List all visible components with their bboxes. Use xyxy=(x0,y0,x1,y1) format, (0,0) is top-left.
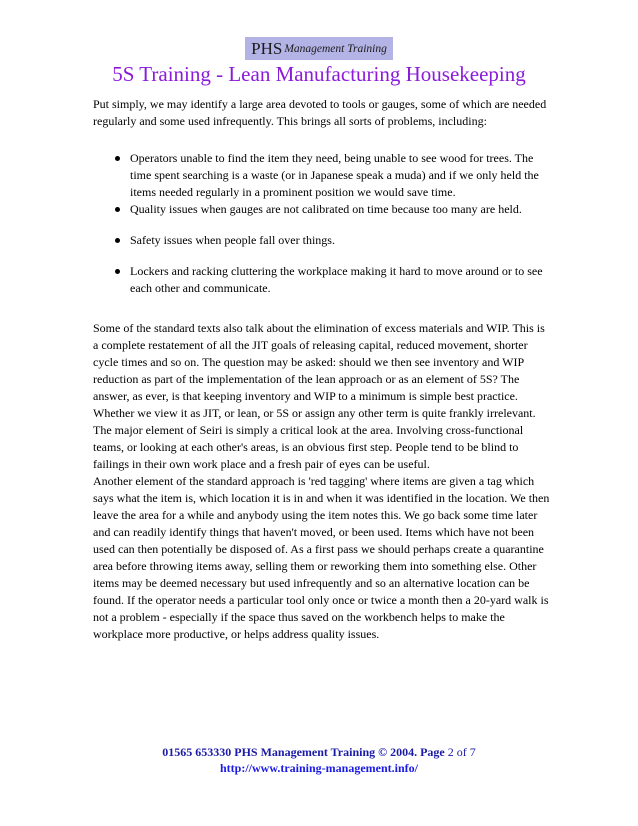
footer-url-link[interactable]: http://www.training-management.info/ xyxy=(220,761,418,775)
logo-script-text: Management Training xyxy=(284,42,387,55)
logo-main-text: PHS xyxy=(251,38,283,58)
problems-list xyxy=(93,150,553,297)
page-title: 5S Training - Lean Manufacturing Housekeeping xyxy=(112,62,526,86)
list-item xyxy=(93,232,553,249)
list-item-text: Lockers and racking cluttering the workplace making it hard to move around or to see each other and communicate. xyxy=(130,264,543,295)
footer-contact xyxy=(0,744,638,760)
seiri-text: The major element of Seiri is simply a critical look at the area. Involving cross-functional teams, or looking at each other's areas, is an obvious first step. People tend to be blind to failings in their own work place and a fresh pair of eyes can be useful. xyxy=(93,423,524,471)
list-item-text: Quality issues when gauges are not calibrated on time because too many are held. xyxy=(130,202,522,216)
intro-paragraph: Put simply, we may identify a large area devoted to tools or gauges, some of which are needed regularly and some used infrequently. This brings all sorts of problems, including: xyxy=(93,97,547,128)
bullet-icon xyxy=(115,269,120,274)
list-item xyxy=(93,201,553,218)
inventory-text: Some of the standard texts also talk about the elimination of excess materials and WIP. This is a complete restatement of all the JIT goals of releasing capital, reduced movement, shorter cycle times and so on. The question may be asked: should we then see inventory and WIP reduction as part of the implementation of the lean approach or as an element of 5S? The answer, as ever, is that keeping inventory and WIP to a minimum is simple best practice. Whether we view it as JIT, or lean, or 5S or assign any other term is quite frankly irrelevant. xyxy=(93,321,545,420)
bullet-icon xyxy=(115,156,120,161)
list-item-text: Safety issues when people fall over things. xyxy=(130,233,335,247)
page-total: of 7 xyxy=(456,745,476,759)
footer-text: 01565 653330 PHS Management Training © 2004. Page xyxy=(162,745,445,759)
red-tagging-paragraph: Another element of the standard approach is 'red tagging' where items are given a tag which says what the item is, which location it is in and when it was identified in the location. We then leave the area for a while and anybody using the item notes this. We go back some time later and can readily identify things that haven't moved, or been used. Items which have not been used can then potentially be disposed of. As a first pass we should perhaps create a quarantine area before throwing items away, selling them or reworking them into something else. Other items may be deemed necessary but used infrequently and so an alternative location can be found. If the operator needs a particular tool only once or twice a month then a 20-yard walk is not a problem - especially if the space thus saved on the workbench helps to make the workplace more productive, or helps address quality issues. xyxy=(93,474,550,641)
page-number: 2 xyxy=(447,745,454,759)
phs-logo xyxy=(245,37,393,60)
bullet-icon xyxy=(115,238,120,243)
list-item xyxy=(93,263,553,297)
list-item xyxy=(93,150,553,201)
bullet-icon xyxy=(115,207,120,212)
inventory-paragraph xyxy=(93,320,553,473)
list-item-text: Operators unable to find the item they need, being unable to see wood for trees. The time spent searching is a waste (or in Japanese speak a muda) and if we only held the items needed regularly in a prominent position we would save time. xyxy=(130,151,539,199)
